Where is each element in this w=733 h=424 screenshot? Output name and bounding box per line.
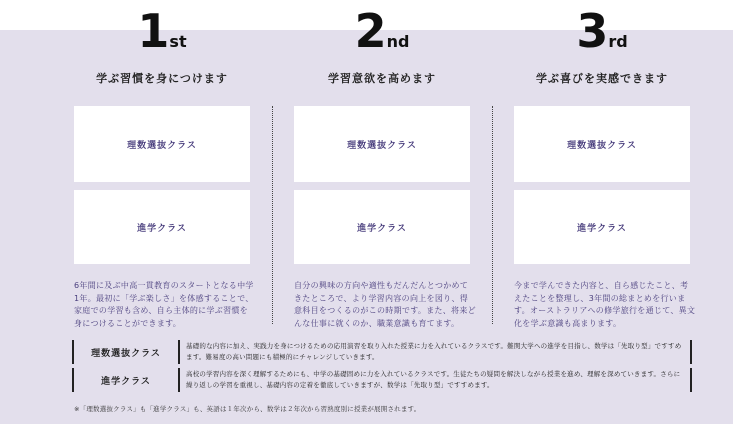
table-row bbox=[72, 368, 692, 392]
grade-description: 今まで学んできた内容と、自ら感じたこと、考えたことを整理し、3年間の総まとめを行います。オーストラリアへの修学旅行を通じて、異文化を学ぶ意識も高まります。 bbox=[514, 281, 696, 328]
grade-number: 2 nd bbox=[354, 4, 410, 58]
science-select-class-box: 理数選抜クラス bbox=[74, 106, 250, 182]
class-label: 理数選抜クラス bbox=[72, 340, 180, 364]
grade-title: 学ぶ喜びを実感できます bbox=[536, 72, 668, 85]
science-select-class-box: 理数選抜クラス bbox=[294, 106, 470, 182]
grade-description: 自分の興味の方向や適性もだんだんとつかめてきたところで、より学習内容の向上を図り、得意科目をつくるのがこの時期です。また、将来どんな仕事に就くのか、職業意識も育てます。 bbox=[294, 281, 476, 328]
grade-number: 3 rd bbox=[576, 4, 628, 58]
grade-title: 学ぶ習慣を身につけます bbox=[96, 72, 228, 85]
grade-title: 学習意欲を高めます bbox=[328, 72, 436, 85]
grade-number: 1 st bbox=[137, 4, 187, 58]
table-row bbox=[72, 340, 692, 364]
column-divider bbox=[272, 106, 273, 324]
science-select-class-box: 理数選抜クラス bbox=[514, 106, 690, 182]
advanced-class-box: 進学クラス bbox=[74, 190, 250, 264]
grade-description: 6年間に及ぶ中高一貫教育のスタートとなる中学1年。最初に「学ぶ楽しさ」を体感することで、家庭での学習も含め、自ら主体的に学ぶ習慣を身につけることができます。 bbox=[74, 281, 254, 328]
class-label: 進学クラス bbox=[72, 368, 180, 392]
advanced-class-box: 進学クラス bbox=[294, 190, 470, 264]
footnote: ※「理数選抜クラス」も「進学クラス」も、英語は１年次から、数学は２年次から習熟度別に授業が展開されます。 bbox=[74, 405, 421, 413]
column-divider bbox=[492, 106, 493, 324]
class-text: 高校の学習内容を深く理解するためにも、中学の基礎固めに力を入れているクラスです。生徒たちの疑問を解決しながら授業を進め、理解を深めていきます。さらに繰り返しの学習を重視し、基礎内容の定着を徹底していきますが、数学は「先取り型」ですすめます。 bbox=[180, 368, 692, 392]
advanced-class-box: 進学クラス bbox=[514, 190, 690, 264]
class-text: 基礎的な内容に加え、実践力を身につけるための応用演習を取り入れた授業に力を入れているクラスです。難関大学への進学を目指し、数学は「先取り型」ですすめます。難易度の高い問題にも積極的にチャレンジしていきます。 bbox=[180, 340, 692, 364]
